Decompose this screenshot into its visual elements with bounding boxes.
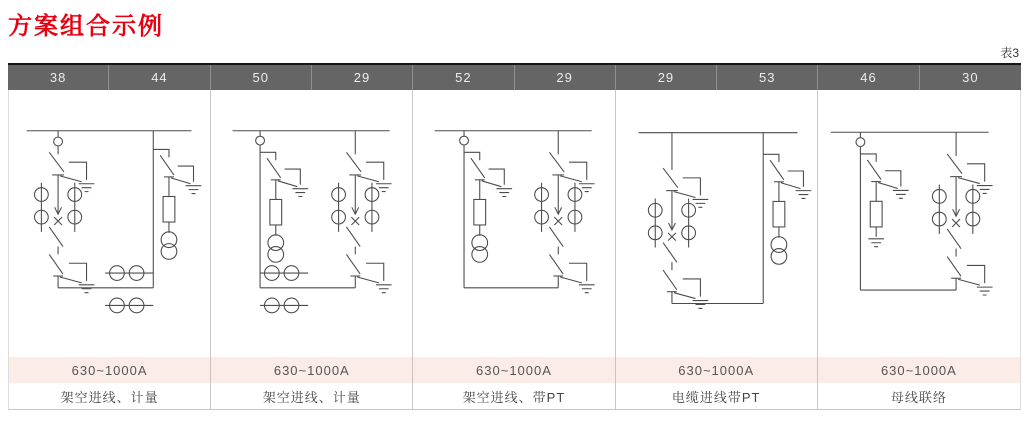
single-line-diagram-overhead-incoming-metering xyxy=(211,90,412,357)
scheme-code: 29 xyxy=(312,65,413,90)
description-row xyxy=(8,383,1021,410)
scheme-code: 52 xyxy=(413,65,514,90)
rating-row xyxy=(8,357,1021,383)
scheme-code: 38 xyxy=(8,65,109,90)
rating-value: 630~1000A xyxy=(9,357,211,383)
scheme-table xyxy=(8,63,1021,410)
scheme-description: 母线联络 xyxy=(890,389,947,405)
scheme-code: 29 xyxy=(616,65,717,90)
scheme-code: 44 xyxy=(109,65,210,90)
single-line-diagram-overhead-incoming-pt xyxy=(413,90,614,357)
scheme-description: 架空进线、计量 xyxy=(211,383,413,409)
diagram-row xyxy=(8,90,1021,357)
diagram-cell-2 xyxy=(211,90,413,357)
diagram-cell-4 xyxy=(616,90,818,357)
diagram-cell-5 xyxy=(818,90,1020,357)
diagram-cell-1 xyxy=(9,90,211,357)
page-title: 方案组合示例 xyxy=(8,13,164,40)
scheme-code: 46 xyxy=(818,65,919,90)
diagram-cell-3 xyxy=(413,90,615,357)
rating-value: 630~1000A xyxy=(880,362,957,378)
single-line-diagram-cable-incoming-pt xyxy=(616,90,817,357)
scheme-description: 电缆进线带PT xyxy=(616,383,818,409)
scheme-code-header-row xyxy=(8,63,1021,90)
table-note: 表3 xyxy=(1000,46,1019,60)
scheme-description: 架空进线、带PT xyxy=(413,383,615,409)
single-line-diagram-bus-tie xyxy=(818,90,1020,357)
scheme-description: 架空进线、计量 xyxy=(9,383,211,409)
scheme-code: 53 xyxy=(717,65,818,90)
rating-value: 630~1000A xyxy=(413,357,615,383)
rating-value: 630~1000A xyxy=(211,357,413,383)
rating-value: 630~1000A xyxy=(616,357,818,383)
single-line-diagram-overhead-incoming-metering xyxy=(9,90,210,357)
scheme-code: 50 xyxy=(211,65,312,90)
scheme-code: 29 xyxy=(515,65,616,90)
scheme-code: 30 xyxy=(962,70,979,85)
